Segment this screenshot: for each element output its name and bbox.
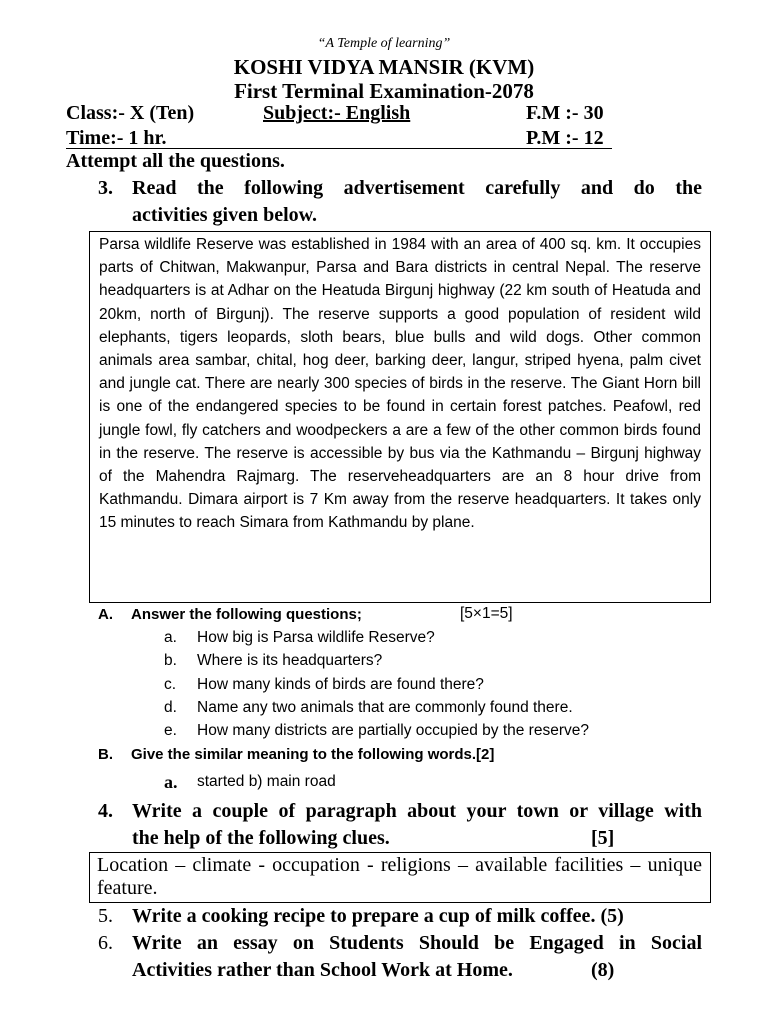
qa-e-letter: e. (164, 722, 177, 739)
subject-label: Subject:- English (263, 102, 411, 124)
q3-line2: activities given below. (132, 204, 317, 226)
qa-a-text: How big is Parsa wildlife Reserve? (197, 629, 435, 646)
school-name: KOSHI VIDYA MANSIR (KVM) (233, 55, 535, 79)
qa-d-letter: d. (164, 699, 177, 716)
qa-c-letter: c. (164, 676, 177, 693)
qb-a-letter: a. (164, 772, 178, 792)
qa-e-text: How many districts are partially occupied by the reserve? (197, 722, 589, 739)
class-label: Class:- X (Ten) (66, 102, 195, 124)
q6-line2: Activities rather than School Work at Home. (132, 959, 513, 981)
qa-b-letter: b. (164, 652, 177, 669)
section-a-title: Answer the following questions; (131, 606, 362, 623)
general-instruction: Attempt all the questions. (66, 150, 285, 172)
section-a-marks: [5×1=5] (460, 605, 513, 622)
motto: “A Temple of learning” (317, 36, 451, 51)
q6-number: 6. (98, 932, 113, 954)
q3-number: 3. (98, 177, 113, 199)
section-b-letter: B. (98, 746, 113, 763)
qa-b-text: Where is its headquarters? (197, 652, 383, 669)
q4-line1: Write a couple of paragraph about your town or village with (132, 800, 702, 822)
q4-number: 4. (98, 800, 113, 822)
q5-text: Write a cooking recipe to prepare a cup of milk coffee. (5) (132, 905, 624, 927)
section-b-title: Give the similar meaning to the following words.[2] (131, 746, 495, 763)
passage-text: Parsa wildlife Reserve was established in 1984 with an area of 400 sq. km. It occupies parts of Chitwan, Makwanpur, Parsa and Bara districts in central Nepal. The reserve headquarters is at Adhar on the Heatuda Birgunj highway (22 km south of Heatuda and 20km, north of Birgunj). The reserve supports a good population of resident wild elephants, tigers leopards, sloth bears, blue bulls and wild dogs. Other common animals area sambar, chital, hog deer, barking deer, langur, striped hyena, palm civet and jungle cat. There are nearly 300 species of birds in the reserve. The Giant Horn bill is one of the endangered species to be found in certain forest patches. Peafowl, red jungle fowl, fly catchers and woodpeckers a are a few of the other common birds found in the reserve. The reserve is accessible by bus via the Kathmandu – Birgunj highway of the Mahendra Rajmarg. The reserveheadquarters are an 8 hour drive from Kathmandu. Dimara airport is 7 Km away from the reserve headquarters. It takes only 15 minutes to reach Simara from Kathmandu by plane. (99, 236, 701, 532)
qa-c-text: How many kinds of birds are found there? (197, 676, 484, 693)
time-label: Time:- 1 hr. (66, 127, 167, 149)
q4-line2: the help of the following clues. (132, 827, 390, 849)
qa-d-text: Name any two animals that are commonly found there. (197, 699, 573, 716)
exam-title: First Terminal Examination-2078 (234, 79, 534, 103)
q6-marks: (8) (591, 959, 615, 981)
full-marks: F.M :- 30 (526, 102, 604, 124)
q3-line1: Read the following advertisement carefully and do the (132, 177, 702, 199)
clue-text: Location – climate - occupation - religions – available facilities – unique feature. (97, 854, 702, 899)
q6-line1: Write an essay on Students Should be Engaged in Social (132, 932, 702, 954)
q5-number: 5. (98, 905, 113, 927)
q4-marks: [5] (591, 827, 615, 849)
qb-a-text: started b) main road (197, 773, 336, 790)
qa-a-letter: a. (164, 629, 177, 646)
header-underline (66, 148, 612, 149)
section-a-letter: A. (98, 606, 113, 623)
pass-marks: P.M :- 12 (526, 127, 604, 149)
